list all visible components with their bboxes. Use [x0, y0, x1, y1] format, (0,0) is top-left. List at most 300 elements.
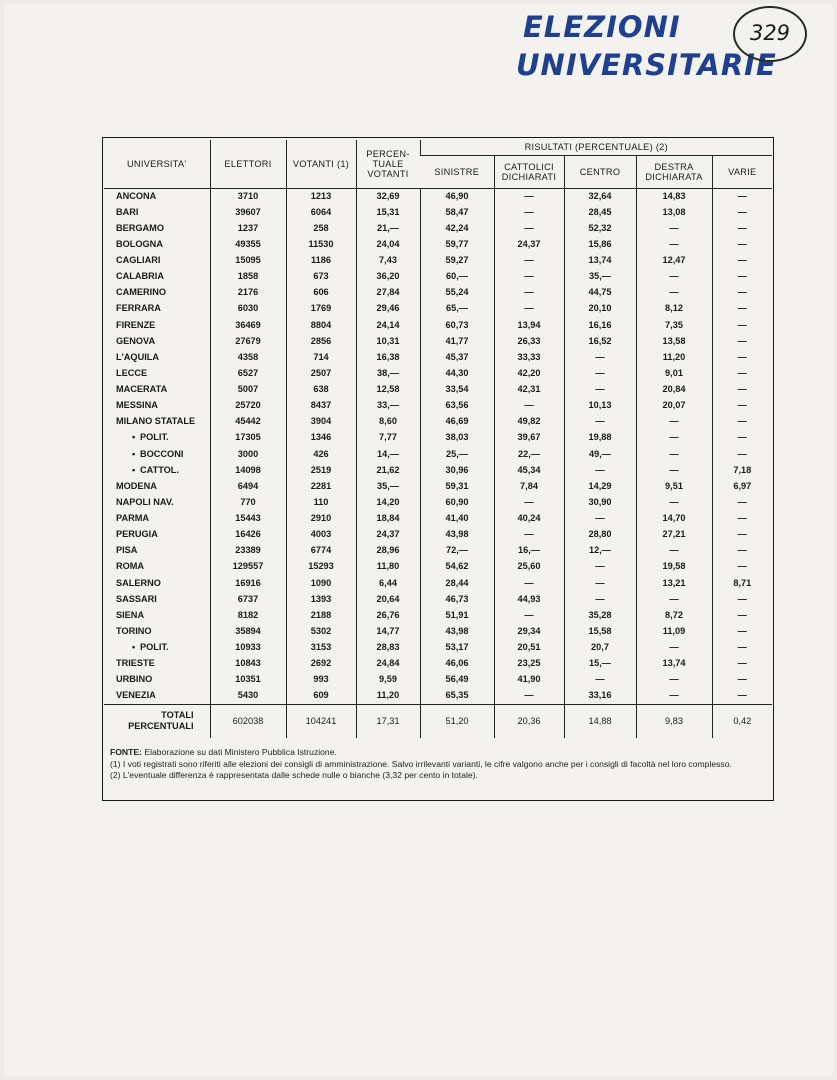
- table-row: [104, 430, 772, 446]
- cell-varie: —: [712, 672, 772, 688]
- cell-votanti: 2507: [286, 365, 356, 381]
- table-row: [104, 188, 772, 204]
- cell-centro: —: [564, 349, 636, 365]
- cell-elettori: 45442: [210, 414, 286, 430]
- cell-sinistre: 46,06: [420, 656, 494, 672]
- cell-destra: —: [636, 688, 712, 704]
- footnotes: [110, 747, 766, 782]
- cell-percentuale: 28,83: [356, 640, 420, 656]
- cell-elettori: 3710: [210, 188, 286, 204]
- cell-varie: —: [712, 414, 772, 430]
- cell-cattolici: 16,—: [494, 543, 564, 559]
- cell-varie: —: [712, 640, 772, 656]
- cell-varie: —: [712, 253, 772, 269]
- cell-destra: —: [636, 672, 712, 688]
- cell-cattolici: —: [494, 204, 564, 220]
- cell-cattolici: 20,51: [494, 640, 564, 656]
- table-row: [104, 301, 772, 317]
- cell-universita: NAPOLI NAV.: [116, 496, 174, 507]
- cell-percentuale: 26,76: [356, 607, 420, 623]
- cell-percentuale: 7,43: [356, 253, 420, 269]
- cell-cattolici: —: [494, 253, 564, 269]
- cell-elettori: 2176: [210, 285, 286, 301]
- cell-cattolici: 42,20: [494, 365, 564, 381]
- cell-centro: —: [564, 511, 636, 527]
- cell-elettori: 6737: [210, 591, 286, 607]
- cell-universita: TRIESTE: [116, 658, 155, 669]
- cell-elettori: 16916: [210, 575, 286, 591]
- cell-votanti: 1346: [286, 430, 356, 446]
- cell-destra: 20,84: [636, 382, 712, 398]
- table-row: [104, 462, 772, 478]
- cell-votanti: 6774: [286, 543, 356, 559]
- cell-elettori: 15095: [210, 253, 286, 269]
- cell-universita: PERUGIA: [116, 529, 158, 540]
- cell-universita: CAMERINO: [116, 287, 167, 298]
- table-row: [104, 511, 772, 527]
- cell-elettori: 10933: [210, 640, 286, 656]
- cell-votanti: 1090: [286, 575, 356, 591]
- cell-sinistre: 42,24: [420, 220, 494, 236]
- circled-page-number: 329: [733, 6, 807, 62]
- cell-sinistre: 60,90: [420, 494, 494, 510]
- table-row: [104, 478, 772, 494]
- cell-votanti: 4003: [286, 527, 356, 543]
- cell-votanti: 6064: [286, 204, 356, 220]
- cell-cattolici: 25,60: [494, 559, 564, 575]
- cell-cattolici: 13,94: [494, 317, 564, 333]
- footnote-1: (1) I voti registrati sono riferiti alle elezioni dei consigli di amministrazione. Salvo irrilevanti varianti, le cifre valgono anche per i consigli di facoltà nel loro complesso.: [110, 758, 732, 769]
- cell-universita: MESSINA: [116, 400, 158, 411]
- cell-votanti: 1769: [286, 301, 356, 317]
- total-varie: 0,42: [712, 704, 772, 738]
- cell-universita: PARMA: [116, 513, 150, 524]
- cell-centro: 35,—: [564, 269, 636, 285]
- cell-percentuale: 15,31: [356, 204, 420, 220]
- table-row: [104, 285, 772, 301]
- cell-percentuale: 21,—: [356, 220, 420, 236]
- cell-varie: —: [712, 317, 772, 333]
- cell-votanti: 2281: [286, 478, 356, 494]
- header-risultati: RISULTATI (PERCENTUALE) (2): [420, 140, 772, 155]
- cell-centro: 30,90: [564, 494, 636, 510]
- table-row: [104, 382, 772, 398]
- cell-sinistre: 43,98: [420, 623, 494, 639]
- table-row: [104, 559, 772, 575]
- footnote-2: (2) L'eventuale differenza è rappresentata dalle schede nulle o bianche (3,32 per cento in totale).: [110, 770, 478, 781]
- cell-centro: —: [564, 382, 636, 398]
- cell-destra: —: [636, 220, 712, 236]
- cell-elettori: 16426: [210, 527, 286, 543]
- cell-elettori: 23389: [210, 543, 286, 559]
- cell-centro: 33,16: [564, 688, 636, 704]
- cell-elettori: 49355: [210, 236, 286, 252]
- cell-percentuale: 24,04: [356, 236, 420, 252]
- cell-percentuale: 9,59: [356, 672, 420, 688]
- cell-centro: 19,88: [564, 430, 636, 446]
- cell-varie: —: [712, 204, 772, 220]
- cell-cattolici: —: [494, 285, 564, 301]
- handwritten-title-line2: UNIVERSITARIE: [516, 48, 777, 82]
- cell-centro: 15,86: [564, 236, 636, 252]
- cell-votanti: 2519: [286, 462, 356, 478]
- header-universita: UNIVERSITA': [126, 158, 187, 169]
- table-row: [104, 333, 772, 349]
- cell-sinistre: 65,35: [420, 688, 494, 704]
- cell-sinistre: 44,30: [420, 365, 494, 381]
- cell-varie: —: [712, 591, 772, 607]
- cell-varie: —: [712, 220, 772, 236]
- cell-elettori: 3000: [210, 446, 286, 462]
- cell-elettori: 6030: [210, 301, 286, 317]
- table-row: [104, 220, 772, 236]
- cell-sinistre: 53,17: [420, 640, 494, 656]
- table-row: [104, 607, 772, 623]
- cell-sinistre: 33,54: [420, 382, 494, 398]
- cell-percentuale: 12,58: [356, 382, 420, 398]
- total-percentuale: 17,31: [356, 704, 420, 738]
- cell-universita: TORINO: [116, 625, 152, 636]
- total-destra: 9,83: [636, 704, 712, 738]
- cell-centro: 16,52: [564, 333, 636, 349]
- cell-percentuale: 24,37: [356, 527, 420, 543]
- cell-sinistre: 41,40: [420, 511, 494, 527]
- cell-percentuale: 7,77: [356, 430, 420, 446]
- cell-centro: 15,58: [564, 623, 636, 639]
- cell-centro: 12,—: [564, 543, 636, 559]
- header-varie: VARIE: [712, 155, 772, 188]
- cell-votanti: 2692: [286, 656, 356, 672]
- cell-cattolici: 45,34: [494, 462, 564, 478]
- cell-percentuale: 21,62: [356, 462, 420, 478]
- cell-percentuale: 27,84: [356, 285, 420, 301]
- cell-votanti: 1393: [286, 591, 356, 607]
- cell-sinistre: 46,69: [420, 414, 494, 430]
- table-row: [104, 575, 772, 591]
- cell-percentuale: 20,64: [356, 591, 420, 607]
- cell-destra: 9,51: [636, 478, 712, 494]
- cell-destra: 20,07: [636, 398, 712, 414]
- header-percentuale-votanti: PERCEN- TUALE VOTANTI: [356, 140, 420, 188]
- cell-elettori: 35894: [210, 623, 286, 639]
- total-votanti: 104241: [286, 704, 356, 738]
- cell-centro: 28,45: [564, 204, 636, 220]
- table-row: [104, 527, 772, 543]
- cell-elettori: 4358: [210, 349, 286, 365]
- cell-varie: —: [712, 382, 772, 398]
- cell-elettori: 5430: [210, 688, 286, 704]
- cell-percentuale: 33,—: [356, 398, 420, 414]
- cell-destra: 14,83: [636, 188, 712, 204]
- cell-elettori: 10843: [210, 656, 286, 672]
- cell-centro: —: [564, 365, 636, 381]
- cell-varie: —: [712, 333, 772, 349]
- cell-universita: • POLIT.: [104, 640, 210, 656]
- cell-universita: CAGLIARI: [116, 255, 161, 266]
- cell-universita: L'AQUILA: [116, 351, 160, 362]
- cell-centro: 13,74: [564, 253, 636, 269]
- cell-percentuale: 36,20: [356, 269, 420, 285]
- cell-elettori: 1858: [210, 269, 286, 285]
- cell-cattolici: 39,67: [494, 430, 564, 446]
- cell-universita: FIRENZE: [116, 319, 156, 330]
- cell-elettori: 39607: [210, 204, 286, 220]
- cell-percentuale: 8,60: [356, 414, 420, 430]
- header-elettori: ELETTORI: [210, 140, 286, 188]
- cell-votanti: 8804: [286, 317, 356, 333]
- cell-universita: FERRARA: [116, 303, 161, 314]
- cell-sinistre: 58,47: [420, 204, 494, 220]
- cell-centro: —: [564, 575, 636, 591]
- table-row: [104, 623, 772, 639]
- cell-totali-label: TOTALI PERCENTUALI: [104, 704, 210, 738]
- cell-varie: —: [712, 511, 772, 527]
- cell-universita: BERGAMO: [116, 222, 164, 233]
- cell-universita: SALERNO: [116, 577, 161, 588]
- cell-cattolici: 23,25: [494, 656, 564, 672]
- cell-universita: SASSARI: [116, 593, 157, 604]
- cell-universita: URBINO: [116, 674, 153, 685]
- cell-centro: —: [564, 559, 636, 575]
- sub-row-bullet: •: [132, 642, 136, 653]
- cell-destra: —: [636, 269, 712, 285]
- cell-percentuale: 32,69: [356, 188, 420, 204]
- cell-varie: —: [712, 656, 772, 672]
- header-cattolici: CATTOLICI DICHIARATI: [494, 155, 564, 188]
- cell-varie: —: [712, 236, 772, 252]
- cell-destra: 11,09: [636, 623, 712, 639]
- cell-universita: PISA: [116, 545, 138, 556]
- cell-cattolici: 44,93: [494, 591, 564, 607]
- table-row: [104, 398, 772, 414]
- cell-universita: BARI: [116, 206, 139, 217]
- cell-centro: —: [564, 672, 636, 688]
- table-row: [104, 688, 772, 704]
- cell-cattolici: —: [494, 527, 564, 543]
- cell-cattolici: —: [494, 575, 564, 591]
- cell-centro: 10,13: [564, 398, 636, 414]
- cell-percentuale: 11,20: [356, 688, 420, 704]
- table-row: [104, 494, 772, 510]
- cell-centro: 20,7: [564, 640, 636, 656]
- cell-elettori: 17305: [210, 430, 286, 446]
- cell-elettori: 770: [210, 494, 286, 510]
- cell-universita: CALABRIA: [116, 271, 164, 282]
- cell-centro: —: [564, 462, 636, 478]
- header-destra: DESTRA DICHIARATA: [636, 155, 712, 188]
- cell-sinistre: 59,31: [420, 478, 494, 494]
- cell-percentuale: 29,46: [356, 301, 420, 317]
- table-row: [104, 446, 772, 462]
- cell-cattolici: 40,24: [494, 511, 564, 527]
- cell-destra: —: [636, 430, 712, 446]
- cell-elettori: 6494: [210, 478, 286, 494]
- cell-centro: 28,80: [564, 527, 636, 543]
- cell-varie: —: [712, 188, 772, 204]
- cell-destra: 8,12: [636, 301, 712, 317]
- cell-cattolici: —: [494, 688, 564, 704]
- cell-votanti: 5302: [286, 623, 356, 639]
- cell-votanti: 110: [286, 494, 356, 510]
- cell-cattolici: 26,33: [494, 333, 564, 349]
- table-row: [104, 672, 772, 688]
- cell-sinistre: 28,44: [420, 575, 494, 591]
- table-row: [104, 269, 772, 285]
- cell-universita: VENEZIA: [116, 690, 156, 701]
- cell-destra: 13,21: [636, 575, 712, 591]
- cell-percentuale: 10,31: [356, 333, 420, 349]
- cell-centro: —: [564, 591, 636, 607]
- cell-votanti: 2910: [286, 511, 356, 527]
- table-row: [104, 414, 772, 430]
- cell-elettori: 6527: [210, 365, 286, 381]
- cell-universita: LECCE: [116, 367, 148, 378]
- cell-cattolici: 24,37: [494, 236, 564, 252]
- cell-universita: MACERATA: [116, 384, 168, 395]
- cell-sinistre: 43,98: [420, 527, 494, 543]
- cell-sinistre: 55,24: [420, 285, 494, 301]
- cell-percentuale: 24,14: [356, 317, 420, 333]
- cell-destra: 7,35: [636, 317, 712, 333]
- cell-destra: —: [636, 446, 712, 462]
- cell-votanti: 426: [286, 446, 356, 462]
- cell-destra: 14,70: [636, 511, 712, 527]
- cell-cattolici: 22,—: [494, 446, 564, 462]
- table-row: [104, 236, 772, 252]
- cell-universita: BOLOGNA: [116, 238, 163, 249]
- cell-votanti: 11530: [286, 236, 356, 252]
- cell-universita: SIENA: [116, 609, 145, 620]
- cell-cattolici: 49,82: [494, 414, 564, 430]
- cell-percentuale: 28,96: [356, 543, 420, 559]
- cell-percentuale: 6,44: [356, 575, 420, 591]
- header-votanti: VOTANTI (1): [286, 140, 356, 188]
- cell-centro: 32,64: [564, 188, 636, 204]
- sub-row-bullet: •: [132, 464, 136, 475]
- election-results-table: [104, 140, 772, 738]
- cell-universita: • POLIT.: [104, 430, 210, 446]
- cell-destra: 12,47: [636, 253, 712, 269]
- cell-universita: • CATTOL.: [104, 462, 210, 478]
- cell-elettori: 129557: [210, 559, 286, 575]
- cell-cattolici: 33,33: [494, 349, 564, 365]
- cell-varie: —: [712, 365, 772, 381]
- cell-sinistre: 63,56: [420, 398, 494, 414]
- cell-universita: • BOCCONI: [104, 446, 210, 462]
- cell-elettori: 10351: [210, 672, 286, 688]
- cell-votanti: 1186: [286, 253, 356, 269]
- cell-sinistre: 60,—: [420, 269, 494, 285]
- table-row: [104, 253, 772, 269]
- cell-varie: —: [712, 527, 772, 543]
- cell-varie: 8,71: [712, 575, 772, 591]
- total-centro: 14,88: [564, 704, 636, 738]
- cell-cattolici: 7,84: [494, 478, 564, 494]
- total-sinistre: 51,20: [420, 704, 494, 738]
- handwritten-title-line1: ELEZIONI: [523, 10, 681, 44]
- cell-votanti: 15293: [286, 559, 356, 575]
- totals-row: [104, 704, 772, 738]
- cell-votanti: 714: [286, 349, 356, 365]
- table-row: [104, 543, 772, 559]
- cell-cattolici: —: [494, 607, 564, 623]
- cell-sinistre: 30,96: [420, 462, 494, 478]
- cell-centro: 44,75: [564, 285, 636, 301]
- cell-varie: —: [712, 398, 772, 414]
- cell-destra: 9,01: [636, 365, 712, 381]
- cell-elettori: 25720: [210, 398, 286, 414]
- cell-cattolici: —: [494, 301, 564, 317]
- table-row: [104, 640, 772, 656]
- table-row: [104, 365, 772, 381]
- cell-varie: —: [712, 285, 772, 301]
- cell-centro: 15,—: [564, 656, 636, 672]
- cell-votanti: 3153: [286, 640, 356, 656]
- cell-destra: —: [636, 543, 712, 559]
- cell-sinistre: 46,90: [420, 188, 494, 204]
- cell-universita: MILANO STATALE: [116, 416, 196, 427]
- cell-elettori: 27679: [210, 333, 286, 349]
- cell-cattolici: 29,34: [494, 623, 564, 639]
- cell-varie: —: [712, 269, 772, 285]
- cell-cattolici: —: [494, 398, 564, 414]
- cell-varie: —: [712, 607, 772, 623]
- cell-elettori: 15443: [210, 511, 286, 527]
- cell-varie: 6,97: [712, 478, 772, 494]
- cell-destra: —: [636, 236, 712, 252]
- cell-percentuale: 18,84: [356, 511, 420, 527]
- cell-centro: —: [564, 414, 636, 430]
- cell-varie: —: [712, 301, 772, 317]
- cell-cattolici: —: [494, 269, 564, 285]
- cell-cattolici: 42,31: [494, 382, 564, 398]
- sub-row-bullet: •: [132, 448, 136, 459]
- total-cattolici: 20,36: [494, 704, 564, 738]
- cell-cattolici: —: [494, 494, 564, 510]
- cell-destra: 8,72: [636, 607, 712, 623]
- cell-percentuale: 35,—: [356, 478, 420, 494]
- cell-votanti: 1213: [286, 188, 356, 204]
- cell-destra: —: [636, 462, 712, 478]
- header-centro: CENTRO: [564, 155, 636, 188]
- cell-varie: —: [712, 559, 772, 575]
- cell-destra: 13,58: [636, 333, 712, 349]
- sub-row-bullet: •: [132, 432, 136, 443]
- cell-destra: —: [636, 494, 712, 510]
- cell-elettori: 5007: [210, 382, 286, 398]
- cell-destra: —: [636, 640, 712, 656]
- cell-elettori: 8182: [210, 607, 286, 623]
- cell-votanti: 673: [286, 269, 356, 285]
- table-row: [104, 204, 772, 220]
- cell-percentuale: 14,77: [356, 623, 420, 639]
- cell-percentuale: 14,—: [356, 446, 420, 462]
- cell-centro: 52,32: [564, 220, 636, 236]
- cell-sinistre: 41,77: [420, 333, 494, 349]
- cell-elettori: 14098: [210, 462, 286, 478]
- cell-destra: 11,20: [636, 349, 712, 365]
- cell-destra: —: [636, 591, 712, 607]
- cell-sinistre: 25,—: [420, 446, 494, 462]
- table-row: [104, 349, 772, 365]
- cell-votanti: 606: [286, 285, 356, 301]
- cell-sinistre: 46,73: [420, 591, 494, 607]
- cell-sinistre: 59,27: [420, 253, 494, 269]
- cell-votanti: 993: [286, 672, 356, 688]
- cell-destra: 27,21: [636, 527, 712, 543]
- cell-elettori: 1237: [210, 220, 286, 236]
- cell-votanti: 2856: [286, 333, 356, 349]
